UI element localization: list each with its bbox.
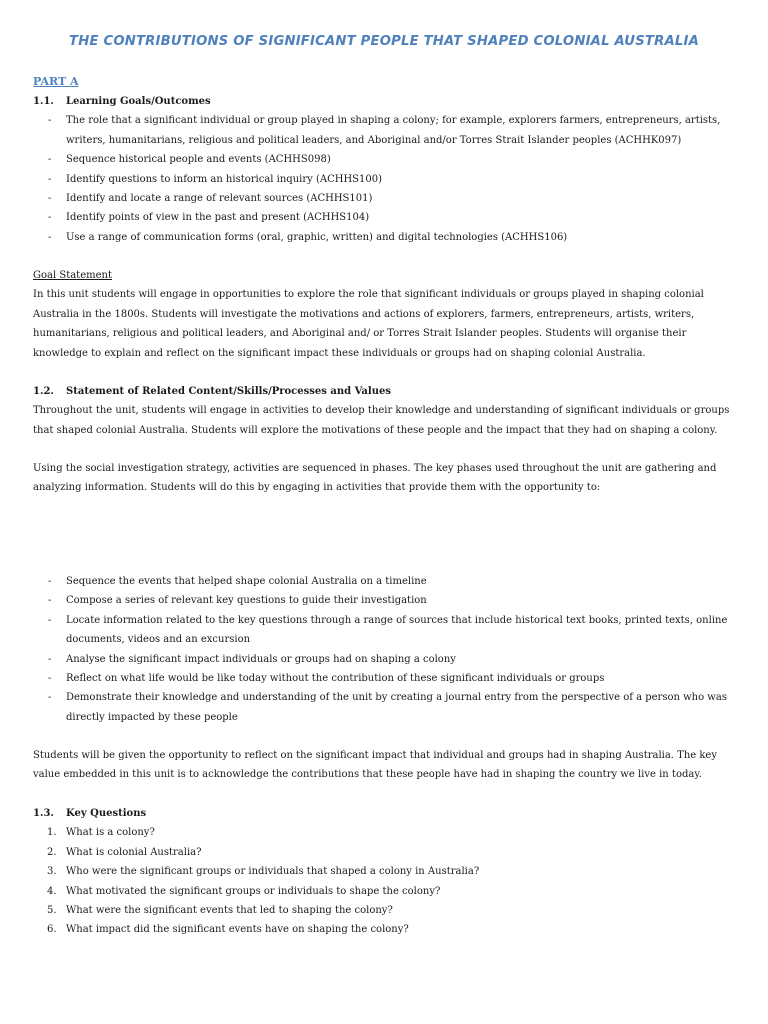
list-item-text: The role that a significant individual or group played in shaping a colony; for example, explorers farmers, entrepreneurs, artists, writers, humanitarians, religious and political leaders, and Aboriginal and/or Torres Strait Islander peoples (ACHHK097) (66, 115, 721, 146)
list-item-text: Sequence the events that helped shape colonial Australia on a timeline (66, 576, 427, 587)
list-item-text: Who were the significant groups or individuals that shaped a colony in Australia? (66, 866, 480, 878)
list-number: 2. (47, 846, 57, 858)
list-item-text: Identify questions to inform an historical inquiry (ACHHS100) (66, 173, 383, 185)
list-item-text: What is a colony? (66, 827, 155, 839)
list-dash: - (48, 212, 52, 224)
section-1-3-heading (33, 804, 735, 823)
list-item-text: Sequence historical people and events (ACHHS098) (66, 154, 331, 166)
list-item (33, 688, 735, 727)
list-dash: - (48, 692, 52, 704)
list-item-text: What impact did the significant events have on shaping the colony? (66, 924, 409, 936)
list-dash: - (48, 231, 52, 243)
learning-goals-list (33, 111, 735, 247)
list-item (33, 170, 735, 189)
section-1-1 (33, 92, 735, 247)
list-item-text: Identify and locate a range of relevant sources (ACHHS101) (66, 193, 373, 205)
list-item (33, 650, 735, 669)
list-item (33, 189, 735, 208)
goal-statement (33, 266, 735, 363)
list-item (33, 591, 735, 610)
list-item (33, 669, 735, 688)
list-item-text: Compose a series of relevant key questions to guide their investigation (66, 595, 427, 607)
activities-list (33, 572, 735, 727)
paragraph: Using the social investigation strategy, activities are sequenced in phases. The key phases used throughout the unit are gathering and analyzing information. Students will do this by engaging in activities that provide them with the opportunity to: (33, 463, 717, 494)
list-item (33, 611, 735, 650)
list-item (33, 572, 735, 591)
list-dash: - (48, 154, 52, 166)
key-questions-list (33, 823, 735, 939)
list-item (33, 901, 735, 920)
section-title: Key Questions (66, 808, 147, 819)
list-item-text: Demonstrate their knowledge and understanding of the unit by creating a journal entry from the perspective of a person who was directly impacted by these people (66, 692, 727, 723)
list-number: 1. (47, 827, 57, 839)
list-item (33, 228, 735, 247)
goal-statement-text: In this unit students will engage in opportunities to explore the role that significant individuals or groups played in shaping colonial Australia in the 1800s. Students will investigate the motivations and actions of explorers, farmers, entrepreneurs, artists, writers, humanitarians, religious and political leaders, and Aboriginal and/ or Torres Strait Islander peoples. Students will organise their knowledge to explain and reflect on the significant impact these individuals or groups had on shaping colonial Australia. (33, 289, 704, 359)
reflection-paragraph-block (33, 746, 735, 785)
section-title: Learning Goals/Outcomes (66, 96, 211, 107)
list-item (33, 862, 735, 881)
list-dash: - (48, 576, 52, 587)
list-item (33, 882, 735, 901)
list-item (33, 150, 735, 169)
section-1-2-strategy (33, 459, 735, 498)
list-item-text: Reflect on what life would be like today without the contribution of these significant individuals or groups (66, 673, 605, 685)
section-1-1-heading (33, 92, 735, 111)
section-1-3 (33, 804, 735, 940)
goal-statement-label: Goal Statement (33, 270, 112, 281)
list-dash: - (48, 193, 52, 205)
section-title: Statement of Related Content/Skills/Processes and Values (66, 386, 391, 397)
list-item-text: Use a range of communication forms (oral, graphic, written) and digital technologies (ACHHS106) (66, 231, 568, 243)
list-item (33, 843, 735, 862)
paragraph: Students will be given the opportunity to reflect on the significant impact that individual and groups had in shaping Australia. The key value embedded in this unit is to acknowledge the contributions that these people have had in shaping the country we live in today. (33, 750, 717, 781)
list-item-text: Analyse the significant impact individuals or groups had on shaping a colony (66, 653, 456, 665)
list-item-text: Locate information related to the key questions through a range of sources that include historical text books, printed texts, online documents, videos and an excursion (66, 614, 728, 646)
paragraph: Throughout the unit, students will engage in activities to develop their knowledge and understanding of significant individuals or groups that shaped colonial Australia. Students will explore the motivations of these people and the impact that they had on shaping a colony. (33, 405, 730, 436)
section-number: 1.2. (33, 386, 54, 397)
list-item (33, 823, 735, 842)
list-number: 5. (47, 905, 57, 917)
list-dash: - (48, 115, 52, 127)
list-dash: - (48, 595, 52, 607)
section-number: 1.3. (33, 808, 54, 819)
document-title: THE CONTRIBUTIONS OF SIGNIFICANT PEOPLE THAT SHAPED COLONIAL AUSTRALIA (69, 34, 699, 49)
part-a-heading: PART A (33, 75, 79, 88)
section-1-2 (33, 382, 735, 440)
list-item-text: What is colonial Australia? (66, 846, 202, 858)
list-item-text: What motivated the significant groups or individuals to shape the colony? (66, 885, 441, 897)
section-number: 1.1. (33, 96, 54, 107)
list-item (33, 208, 735, 227)
list-number: 3. (47, 866, 57, 878)
list-number: 6. (47, 924, 57, 936)
list-dash: - (48, 173, 52, 185)
list-item-text: What were the significant events that led to shaping the colony? (66, 905, 393, 917)
list-item (33, 111, 735, 150)
section-1-2-heading (33, 382, 735, 401)
list-dash: - (48, 653, 52, 665)
list-item (33, 920, 735, 939)
list-dash: - (48, 673, 52, 685)
list-item-text: Identify points of view in the past and present (ACHHS104) (66, 212, 370, 224)
activities-list-block (33, 572, 735, 727)
list-dash: - (48, 614, 52, 626)
list-number: 4. (47, 885, 57, 897)
